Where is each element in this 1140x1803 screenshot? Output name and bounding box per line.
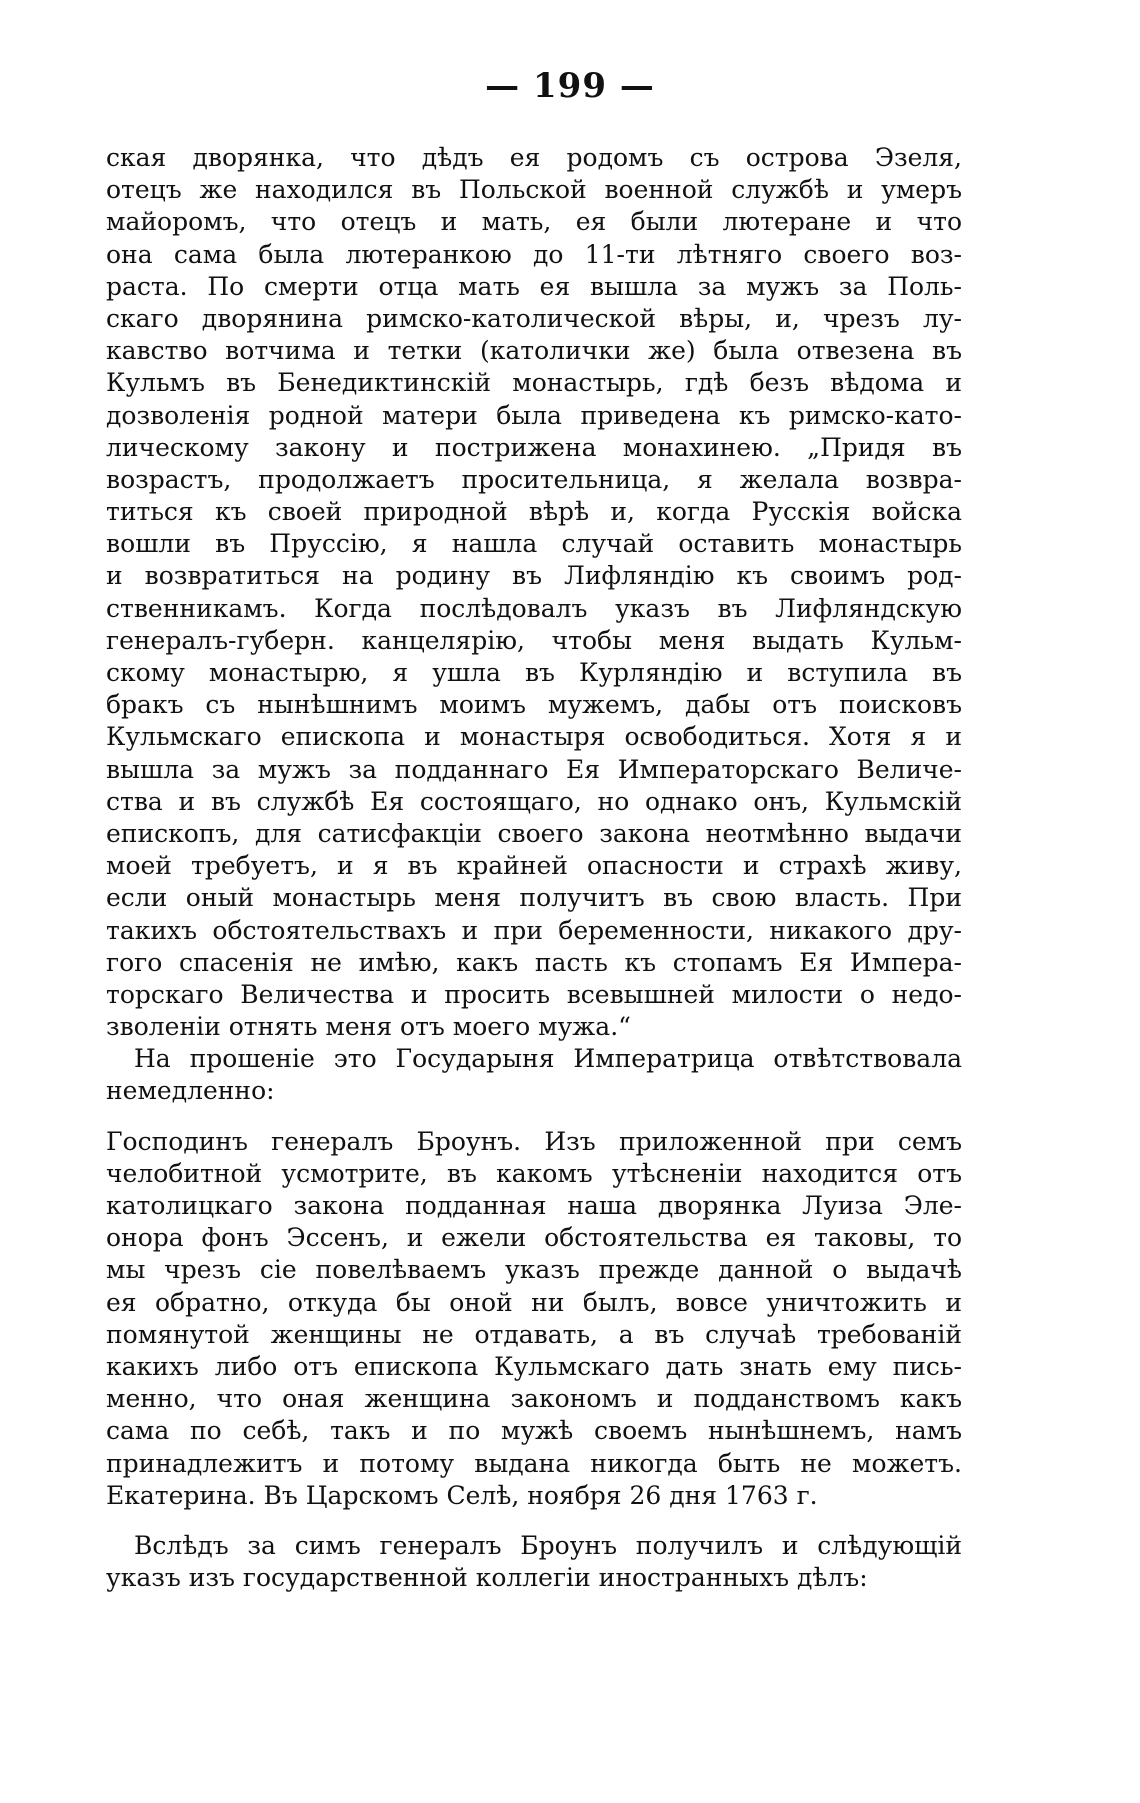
- text-line: бракъ съ нынѣшнимъ моимъ мужемъ, дабы отъ поисковъ: [106, 690, 962, 720]
- text-line: скому монастырю, я ушла въ Курляндію и вступила въ: [106, 658, 962, 687]
- text-line: моей требуетъ, и я въ крайней опасности и страхѣ живу,: [106, 851, 962, 881]
- text-line: мы чрезъ сіе повелѣваемъ указъ прежде данной о выдачѣ: [106, 1255, 962, 1285]
- text-line: вышла за мужъ за подданнаго Ея Императорскаго Величе-: [106, 754, 962, 784]
- body-text: [106, 142, 962, 1594]
- text-line: Господинъ генералъ Броунъ. Изъ приложенной при семъ: [106, 1126, 962, 1156]
- text-line: генералъ-губерн. канцелярію, чтобы меня выдать Кульм-: [106, 625, 962, 655]
- text-line: Екатерина. Въ Царскомъ Селѣ, ноября 26 дня 1763 г.: [106, 1480, 818, 1510]
- text-line: епископъ, для сатисфакціи своего закона неотмѣнно выдачи: [106, 818, 962, 848]
- text-line: отецъ же находился въ Польской военной службѣ и умеръ: [106, 175, 962, 205]
- paragraph-decree: [106, 1126, 962, 1512]
- text-line: гого спасенія не имѣю, какъ пасть къ стопамъ Ея Импера-: [106, 947, 962, 977]
- text-line: немедленно:: [106, 1076, 275, 1106]
- text-line: если оный монастырь меня получитъ въ свою власть. При: [106, 883, 962, 913]
- text-line: зволеніи отнять меня отъ моего мужа.“: [106, 1012, 631, 1042]
- text-line: какихъ либо отъ епископа Кульмскаго дать знать ему пись-: [106, 1351, 962, 1381]
- paragraph-gap: [106, 1512, 962, 1530]
- text-line: указъ изъ государственной коллегіи иностранныхъ дѣлъ:: [106, 1563, 868, 1593]
- text-line: ская дворянка, что дѣдъ ея родомъ съ острова Эзеля,: [106, 143, 962, 172]
- text-line: торскаго Величества и просить всевышней милости о недо-: [106, 979, 962, 1009]
- text-line: ственникамъ. Когда послѣдовалъ указъ въ Лифляндскую: [106, 593, 962, 623]
- text-line: Кульмъ въ Бенедиктинскій монастырь, гдѣ безъ вѣдома и: [106, 368, 962, 398]
- text-line: На прошеніе это Государыня Императрица отвѣтствовала: [134, 1044, 962, 1074]
- paragraph-gap: [106, 1108, 962, 1126]
- paragraph-closing: [106, 1530, 962, 1594]
- text-line: Кульмскаго епископа и монастыря освободиться. Хотя я и: [106, 722, 962, 752]
- text-line: лическому закону и пострижена монахинею. „Придя въ: [106, 432, 962, 462]
- text-line: католицкаго закона подданная наша дворянка Луиза Эле-: [106, 1191, 962, 1220]
- text-line: возрастъ, продолжаетъ просительница, я желала возвра-: [106, 464, 962, 494]
- text-line: вошли въ Пруссію, я нашла случай оставить монастырь: [106, 529, 962, 559]
- text-line: кавство вотчима и тетки (католички же) была отвезена въ: [106, 336, 962, 366]
- text-line: онора фонъ Эссенъ, и ежели обстоятельства ея таковы, то: [106, 1223, 962, 1253]
- text-line: дозволенія родной матери была приведена къ римско-като-: [106, 400, 962, 430]
- text-line: менно, что оная женщина закономъ и подданствомъ какъ: [106, 1384, 962, 1414]
- text-line: майоромъ, что отецъ и мать, ея были лютеране и что: [106, 207, 962, 237]
- text-line: такихъ обстоятельствахъ и при беременности, никакого дру-: [106, 915, 962, 945]
- text-line: титься къ своей природной вѣрѣ и, когда Русскія войска: [106, 497, 962, 527]
- text-line: и возвратиться на родину въ Лифляндію къ своимъ род-: [106, 561, 962, 591]
- text-line: ея обратно, откуда бы оной ни былъ, вовсе уничтожить и: [106, 1287, 962, 1317]
- paragraph-petition: [106, 142, 962, 1043]
- text-line: помянутой женщины не отдавать, а въ случаѣ требованій: [106, 1319, 962, 1349]
- paragraph-response: [106, 1043, 962, 1107]
- page-number: — 199 —: [485, 66, 655, 106]
- text-line: принадлежитъ и потому выдана никогда быть не можетъ.: [106, 1448, 962, 1478]
- text-line: она сама была лютеранкою до 11-ти лѣтняго своего воз-: [106, 239, 962, 269]
- text-line: Вслѣдъ за симъ генералъ Броунъ получилъ и слѣдующій: [134, 1530, 962, 1560]
- text-line: ства и въ службѣ Ея состоящаго, но однако онъ, Кульмскій: [106, 786, 962, 816]
- text-line: челобитной усмотрите, въ какомъ утѣсненіи находится отъ: [106, 1158, 962, 1188]
- text-line: сама по себѣ, такъ и по мужѣ своемъ нынѣшнемъ, намъ: [106, 1416, 962, 1446]
- text-line: скаго дворянина римско-католической вѣры, и, чрезъ лу-: [106, 303, 962, 333]
- text-line: раста. По смерти отца мать ея вышла за мужъ за Поль-: [106, 271, 962, 301]
